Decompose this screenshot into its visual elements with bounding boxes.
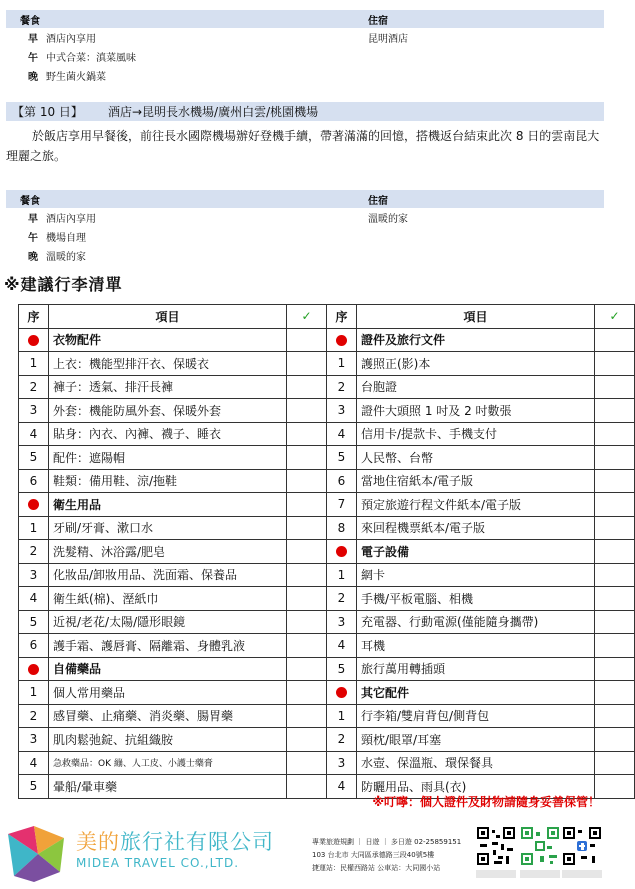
check-cell[interactable]: [287, 493, 327, 517]
stay-value: 溫暖的家: [368, 214, 408, 225]
item-label: 預定旅遊行程文件紙本/電子版: [357, 493, 595, 517]
item-label: 充電器、行動電源(僅能隨身攜帶): [357, 610, 595, 634]
item-label: 手機/平板電腦、相機: [357, 587, 595, 611]
luggage-title: ※建議行李清單: [4, 275, 123, 294]
item-number: 4: [19, 751, 49, 775]
check-cell[interactable]: [595, 328, 635, 352]
item-label: 鞋類：備用鞋、涼/拖鞋: [49, 469, 287, 493]
item-number: 3: [327, 399, 357, 423]
item-label: 網卡: [357, 563, 595, 587]
check-cell[interactable]: [287, 399, 327, 423]
meal-header-bar: [6, 10, 604, 28]
meal-value: 酒店內享用: [46, 34, 96, 45]
meal-key: 早: [28, 34, 38, 45]
check-cell[interactable]: [287, 657, 327, 681]
check-cell[interactable]: [595, 704, 635, 728]
check-cell[interactable]: [287, 681, 327, 705]
check-cell[interactable]: [287, 446, 327, 470]
item-number: 6: [19, 469, 49, 493]
meal-value: 機場自理: [46, 233, 86, 244]
item-label: 個人常用藥品: [49, 681, 287, 705]
header-check: ✓: [287, 305, 327, 329]
item-number: 8: [327, 516, 357, 540]
item-label: 上衣：機能型排汗衣、保暖衣: [49, 352, 287, 376]
item-label: 水壺、保溫瓶、環保餐具: [357, 751, 595, 775]
item-number: 4: [19, 587, 49, 611]
header-item: 項目: [357, 305, 595, 329]
meal-block-day9: [6, 10, 604, 85]
qr-code-icon: [476, 826, 516, 880]
luggage-row: [19, 375, 635, 399]
category-bullet-icon: [327, 540, 357, 564]
contact-line: 103 台北市 大同區承德路三段40號5樓: [312, 851, 435, 859]
item-label: 褲子：透氣、排汗長褲: [49, 375, 287, 399]
category-label: 其它配件: [357, 681, 595, 705]
meal-row-dinner: [6, 66, 604, 85]
check-cell[interactable]: [595, 422, 635, 446]
check-cell[interactable]: [287, 634, 327, 658]
check-cell[interactable]: [287, 422, 327, 446]
luggage-header-row: [19, 305, 635, 329]
stay-value: 昆明酒店: [368, 34, 408, 45]
check-cell[interactable]: [595, 563, 635, 587]
red-dot-icon: [336, 687, 347, 698]
item-number: 6: [327, 469, 357, 493]
red-dot-icon: [28, 664, 39, 675]
company-contact: [312, 836, 474, 875]
meal-value: 酒店內享用: [46, 214, 96, 225]
check-cell[interactable]: [595, 657, 635, 681]
luggage-row: [19, 493, 635, 517]
item-number: 2: [19, 704, 49, 728]
company-logo-icon: [4, 824, 68, 884]
category-bullet-icon: [19, 493, 49, 517]
item-label: 外套：機能防風外套、保暖外套: [49, 399, 287, 423]
meal-key: 晚: [28, 252, 38, 263]
category-label: 證件及旅行文件: [357, 328, 595, 352]
header-item: 項目: [49, 305, 287, 329]
category-label: 衛生用品: [49, 493, 287, 517]
item-number: 3: [19, 728, 49, 752]
item-label: 牙刷/牙膏、漱口水: [49, 516, 287, 540]
item-label: 頸枕/眼罩/耳塞: [357, 728, 595, 752]
item-label: 急救藥品：OK 繃、人工皮、小護士藥膏: [49, 751, 287, 775]
category-bullet-icon: [327, 328, 357, 352]
luggage-body: [19, 328, 635, 798]
item-label: 當地住宿紙本/電子版: [357, 469, 595, 493]
contact-line: 專業旅遊規劃 ｜ 日遊 ｜ 多日遊 02-25859151: [312, 838, 462, 846]
meal-block-day10: [6, 190, 604, 265]
item-label: 行李箱/雙肩背包/側背包: [357, 704, 595, 728]
red-dot-icon: [336, 546, 347, 557]
check-cell[interactable]: [595, 610, 635, 634]
check-cell[interactable]: [595, 516, 635, 540]
item-number: 5: [19, 446, 49, 470]
item-number: 3: [327, 751, 357, 775]
check-cell[interactable]: [287, 610, 327, 634]
item-number: 1: [19, 681, 49, 705]
item-label: 洗髮精、沐浴露/肥皂: [49, 540, 287, 564]
item-label: 來回程機票紙本/電子版: [357, 516, 595, 540]
check-cell[interactable]: [595, 352, 635, 376]
check-cell[interactable]: [287, 728, 327, 752]
item-label: 貼身：內衣、內褲、襪子、睡衣: [49, 422, 287, 446]
item-number: 1: [327, 352, 357, 376]
category-bullet-icon: [19, 328, 49, 352]
item-label: 化妝品/卸妝用品、洗面霜、保養品: [49, 563, 287, 587]
red-dot-icon: [336, 335, 347, 346]
meal-value: 溫暖的家: [46, 252, 86, 263]
item-label: 耳機: [357, 634, 595, 658]
stay-header: 住宿: [368, 195, 388, 207]
meal-header: 餐食: [20, 15, 40, 27]
item-number: 3: [327, 610, 357, 634]
header-check: ✓: [595, 305, 635, 329]
check-cell[interactable]: [287, 775, 327, 799]
check-cell[interactable]: [595, 634, 635, 658]
item-number: 1: [327, 704, 357, 728]
meal-value: 野生菌火鍋菜: [46, 72, 106, 83]
luggage-row: [19, 634, 635, 658]
item-number: 1: [327, 563, 357, 587]
contact-line: 捷運站：民權西路站 公車站：大同國小站: [312, 864, 441, 872]
luggage-row: [19, 704, 635, 728]
item-label: 旅行萬用轉插頭: [357, 657, 595, 681]
meal-row-breakfast: [6, 28, 604, 47]
item-number: 2: [19, 540, 49, 564]
meal-header-bar: [6, 190, 604, 208]
item-number: 6: [19, 634, 49, 658]
category-label: 自備藥品: [49, 657, 287, 681]
item-label: 衛生紙(棉)、溼紙巾: [49, 587, 287, 611]
meal-row-lunch: [6, 47, 604, 66]
item-label: 信用卡/提款卡、手機支付: [357, 422, 595, 446]
check-cell[interactable]: [287, 540, 327, 564]
item-label: 近視/老花/太陽/隱形眼鏡: [49, 610, 287, 634]
meal-key: 午: [28, 53, 38, 64]
item-number: 1: [19, 516, 49, 540]
luggage-row: [19, 516, 635, 540]
item-number: 4: [19, 422, 49, 446]
header-no: 序: [19, 305, 49, 329]
luggage-row: [19, 751, 635, 775]
item-number: 5: [327, 446, 357, 470]
company-name-en: MIDEA TRAVEL CO.,LTD.: [76, 856, 240, 870]
luggage-row: [19, 469, 635, 493]
luggage-row: [19, 563, 635, 587]
category-bullet-icon: [19, 657, 49, 681]
check-cell[interactable]: [287, 751, 327, 775]
luggage-row: [19, 587, 635, 611]
day10-label: 【第 10 日】: [12, 105, 83, 119]
luggage-row: [19, 328, 635, 352]
item-label: 肌肉鬆弛錠、抗組織胺: [49, 728, 287, 752]
stay-header: 住宿: [368, 15, 388, 27]
item-label: 護手霜、護唇膏、隔離霜、身體乳液: [49, 634, 287, 658]
footer: [0, 818, 610, 889]
check-cell[interactable]: [595, 587, 635, 611]
meal-row-dinner: [6, 246, 604, 265]
luggage-row: [19, 446, 635, 470]
item-number: 1: [19, 352, 49, 376]
check-cell[interactable]: [287, 375, 327, 399]
luggage-row: [19, 681, 635, 705]
item-label: 暈船/暈車藥: [49, 775, 287, 799]
luggage-row: [19, 352, 635, 376]
check-cell[interactable]: [287, 352, 327, 376]
check-cell[interactable]: [595, 399, 635, 423]
red-dot-icon: [28, 335, 39, 346]
header-no: 序: [327, 305, 357, 329]
item-number: 4: [327, 775, 357, 799]
check-cell[interactable]: [595, 493, 635, 517]
check-cell[interactable]: [595, 375, 635, 399]
item-label: 台胞證: [357, 375, 595, 399]
day10-paragraph: 於飯店享用早餐後，前往長水國際機場辦好登機手續，帶著滿滿的回憶，搭機返台結束此次 8 日的雲南昆大理麗之旅。: [6, 129, 600, 163]
item-label: 配件：遮陽帽: [49, 446, 287, 470]
meal-key: 早: [28, 214, 38, 225]
meal-header: 餐食: [20, 195, 40, 207]
brand-rest: 旅行社有限公司: [120, 830, 274, 854]
item-number: 2: [19, 375, 49, 399]
item-number: 4: [327, 422, 357, 446]
item-label: 護照正(影)本: [357, 352, 595, 376]
luggage-row: [19, 728, 635, 752]
luggage-row: [19, 610, 635, 634]
check-cell[interactable]: [287, 587, 327, 611]
check-cell[interactable]: [595, 728, 635, 752]
check-cell[interactable]: [287, 469, 327, 493]
luggage-row: [19, 422, 635, 446]
luggage-table: [18, 304, 635, 799]
check-cell[interactable]: [595, 681, 635, 705]
item-label: 人民幣、台幣: [357, 446, 595, 470]
item-number: 3: [19, 399, 49, 423]
item-label: 感冒藥、止痛藥、消炎藥、腸胃藥: [49, 704, 287, 728]
check-cell[interactable]: [595, 469, 635, 493]
day10-header: [6, 102, 604, 121]
luggage-row: [19, 540, 635, 564]
item-number: 2: [327, 587, 357, 611]
meal-key: 晚: [28, 72, 38, 83]
category-label: 電子設備: [357, 540, 595, 564]
item-number: 5: [327, 657, 357, 681]
item-number: 2: [327, 375, 357, 399]
day10-route: 酒店→昆明長水機場/廣州白雲/桃園機場: [108, 105, 319, 119]
item-number: 2: [327, 728, 357, 752]
luggage-row: [19, 399, 635, 423]
check-cell[interactable]: [287, 516, 327, 540]
check-cell[interactable]: [287, 704, 327, 728]
item-label: 防曬用品、雨具(衣): [357, 775, 595, 799]
meal-row-breakfast: [6, 208, 604, 227]
meal-key: 午: [28, 233, 38, 244]
check-cell[interactable]: [595, 751, 635, 775]
luggage-row: [19, 657, 635, 681]
red-dot-icon: [28, 499, 39, 510]
reminder-note: ※叮嚀：個人證件及財物請隨身妥善保管！: [372, 795, 600, 809]
check-cell[interactable]: [287, 563, 327, 587]
item-number: 7: [327, 493, 357, 517]
check-cell[interactable]: [595, 775, 635, 799]
category-label: 衣物配件: [49, 328, 287, 352]
qr-code-facebook-icon: [562, 826, 602, 880]
item-number: 5: [19, 775, 49, 799]
qr-code-line-icon: [520, 826, 560, 880]
check-cell[interactable]: [595, 446, 635, 470]
meal-row-lunch: [6, 227, 604, 246]
brand-accent: 美的: [76, 830, 120, 854]
meal-value: 中式合菜：滇菜風味: [46, 53, 136, 64]
check-cell[interactable]: [287, 328, 327, 352]
category-bullet-icon: [327, 681, 357, 705]
item-number: 5: [19, 610, 49, 634]
company-name-zh: [76, 826, 274, 856]
item-number: 3: [19, 563, 49, 587]
item-number: 4: [327, 634, 357, 658]
item-label: 證件大頭照 1 吋及 2 吋數張: [357, 399, 595, 423]
check-cell[interactable]: [595, 540, 635, 564]
